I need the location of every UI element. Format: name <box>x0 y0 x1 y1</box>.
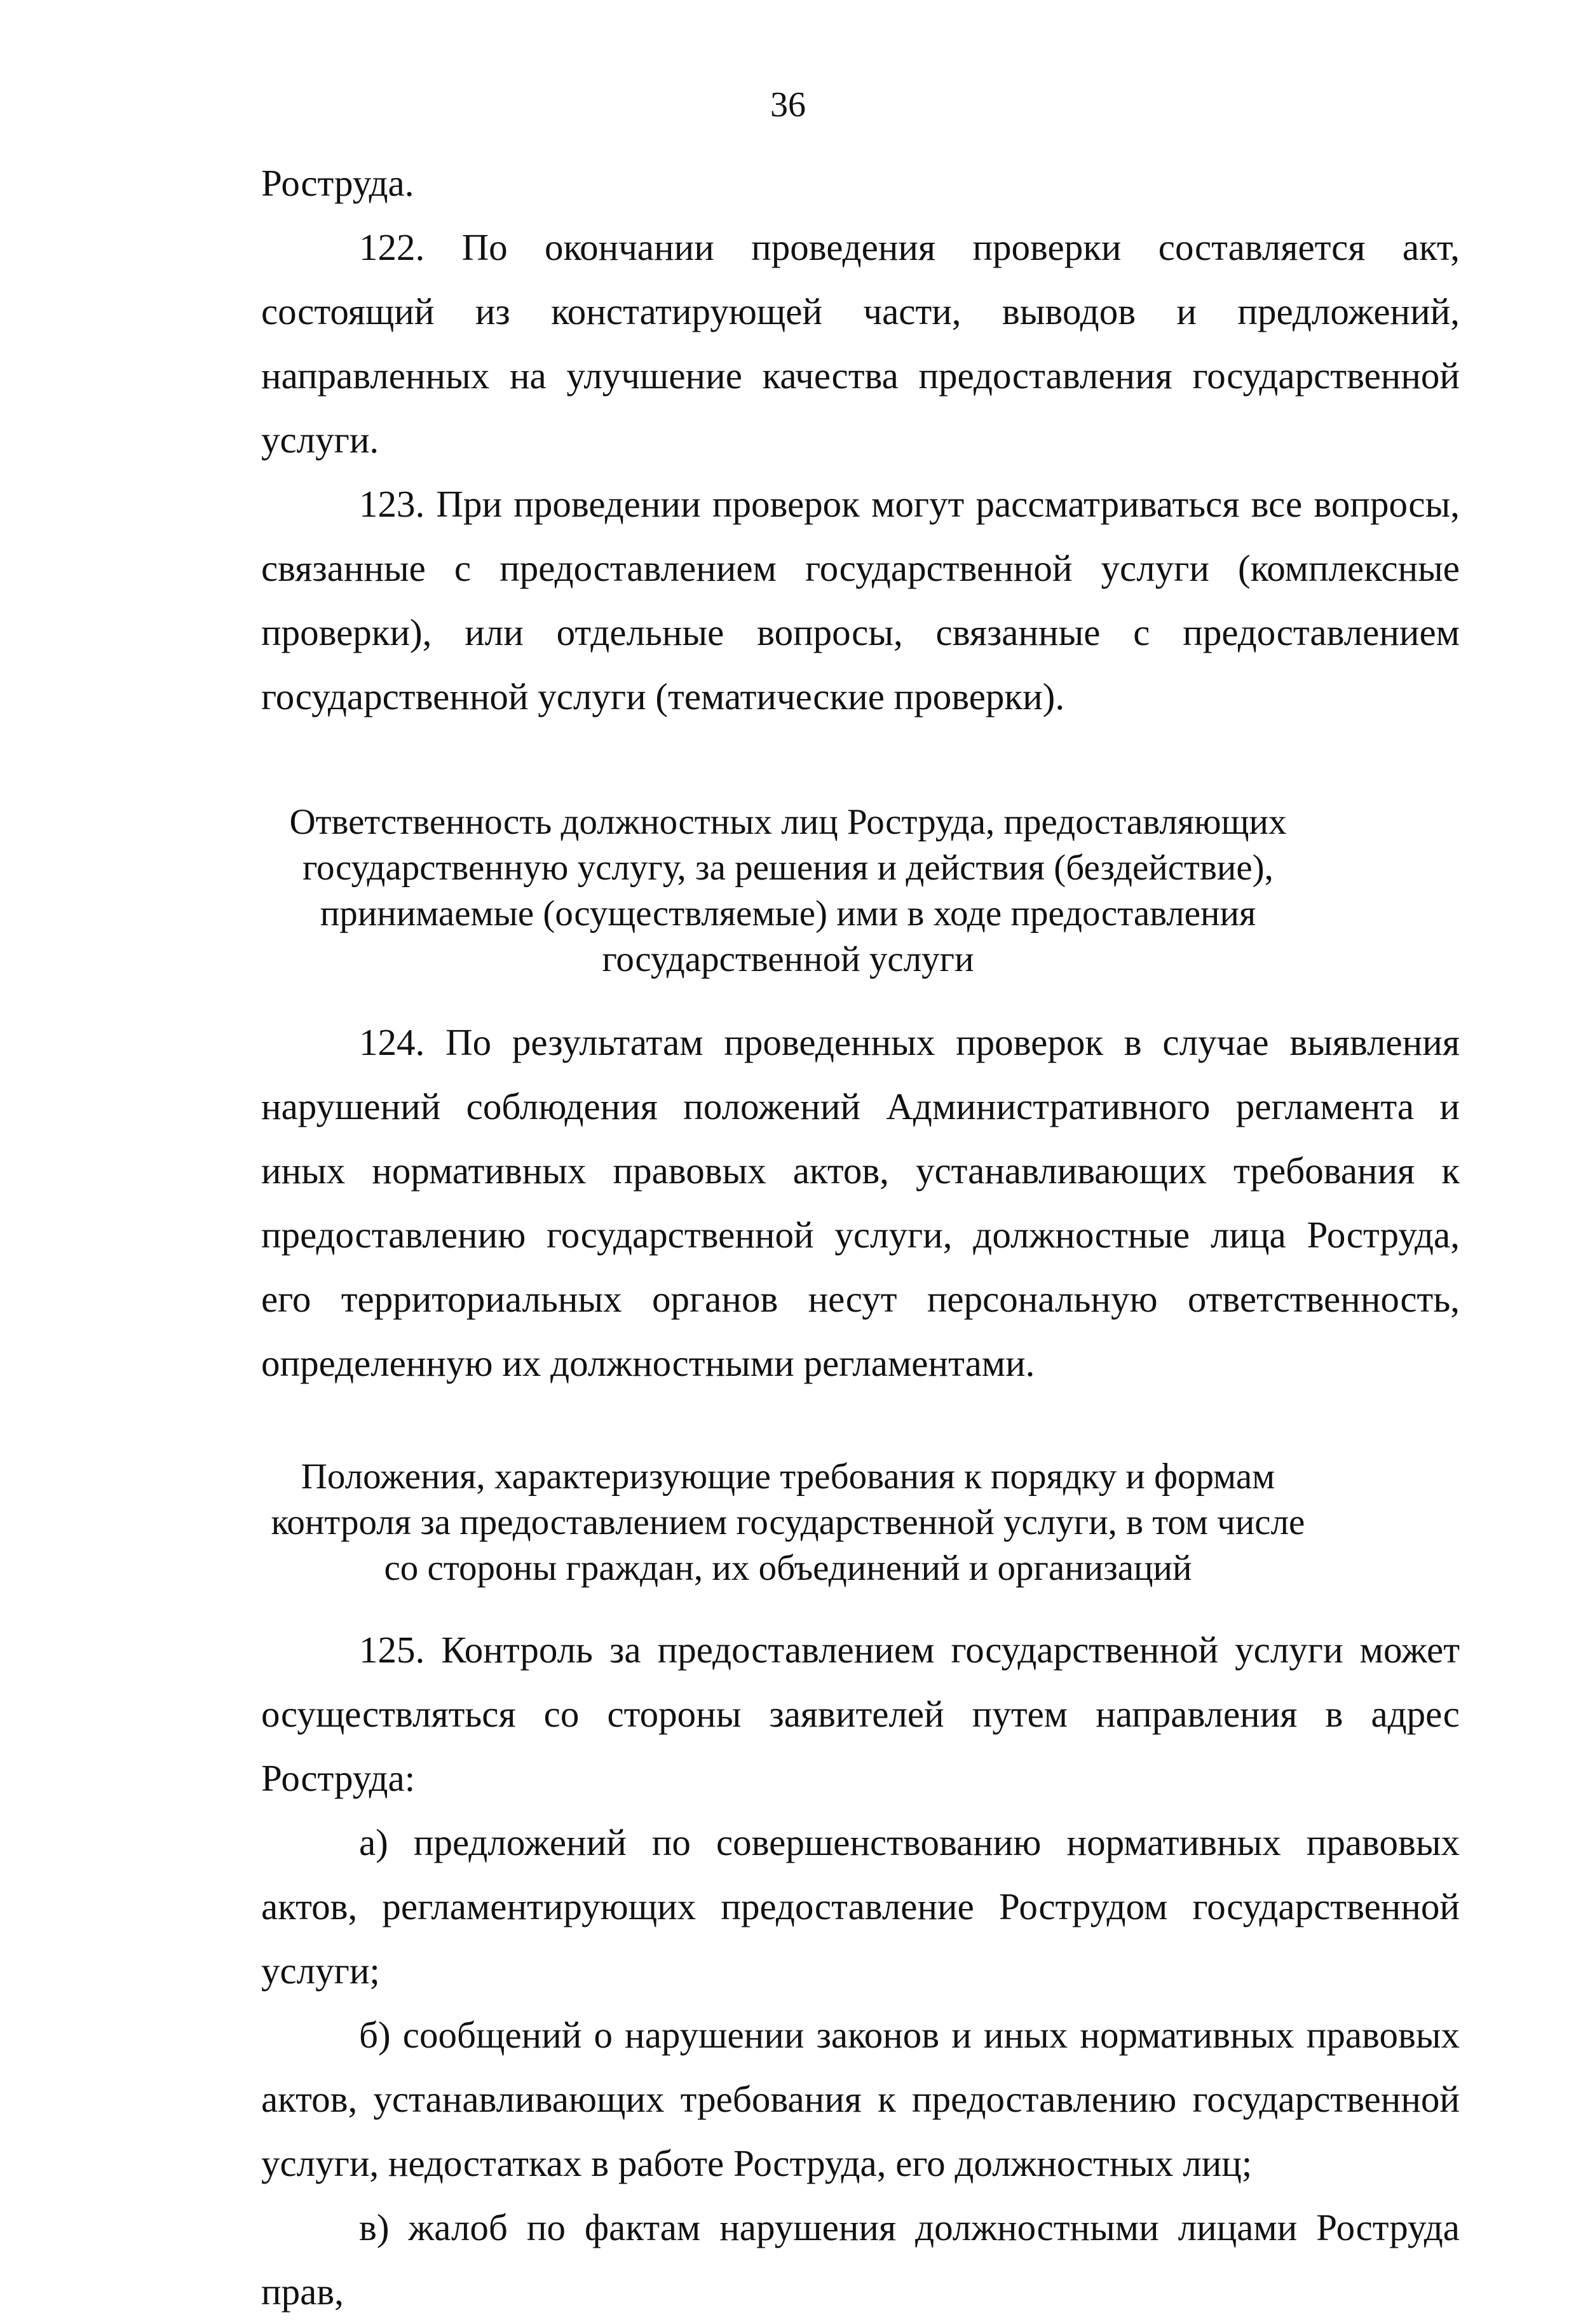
paragraph-continuation: Роструда. <box>261 162 414 204</box>
text-block-2 <box>261 1010 1460 1396</box>
paragraph-122: 122. По окончании проведения проверки составляется акт, состоящий из констатирующей части, выводов и предложений, направленных на улучшение качества предоставления государственной услуги. <box>261 226 1460 461</box>
heading-line: государственную услугу, за решения и действия (бездействие), <box>302 848 1274 888</box>
heading-line: государственной услуги <box>602 939 974 979</box>
paragraph-124: 124. По результатам проведенных проверок в случае выявления нарушений соблюдения положений Административного регламента и иных нормативных правовых актов, устанавливающих требования к предоставлению государственной услуги, должностные лица Роструда, его территориальных органов несут персональную ответственность, определенную их должностными регламентами. <box>261 1021 1460 1384</box>
paragraph-125: 125. Контроль за предоставлением государственной услуги может осуществляться со стороны заявителей путем направления в адрес Роструда: <box>261 1629 1460 1799</box>
heading-line: Ответственность должностных лиц Роструда, предоставляющих <box>289 802 1287 842</box>
list-item-b: б) сообщений о нарушении законов и иных нормативных правовых актов, устанавливающих требования к предоставлению государственной услуги, недостатках в работе Роструда, его должностных лиц; <box>261 2014 1460 2184</box>
text-block-3 <box>261 1618 1460 2324</box>
text-block-1 <box>261 151 1460 729</box>
list-item-a: а) предложений по совершенствованию нормативных правовых актов, регламентирующих предоставление Рострудом государственной услуги; <box>261 1821 1460 1992</box>
page-number: 36 <box>770 85 806 125</box>
heading-line: принимаемые (осуществляемые) ими в ходе предоставления <box>320 894 1256 934</box>
heading-line: Положения, характеризующие требования к порядку и формам <box>301 1457 1275 1497</box>
heading-line: контроля за предоставлением государственной услуги, в том числе <box>271 1502 1305 1542</box>
section-heading-responsibility <box>0 799 1576 982</box>
heading-line: со стороны граждан, их объединений и организаций <box>384 1548 1192 1588</box>
list-item-c: в) жалоб по фактам нарушения должностными лицами Роструда прав, <box>261 2206 1460 2313</box>
section-heading-control <box>0 1454 1576 1591</box>
paragraph-123: 123. При проведении проверок могут рассматриваться все вопросы, связанные с предоставлением государственной услуги (комплексные проверки), или отдельные вопросы, связанные с предоставлением государственной услуги (тематические проверки). <box>261 483 1460 717</box>
